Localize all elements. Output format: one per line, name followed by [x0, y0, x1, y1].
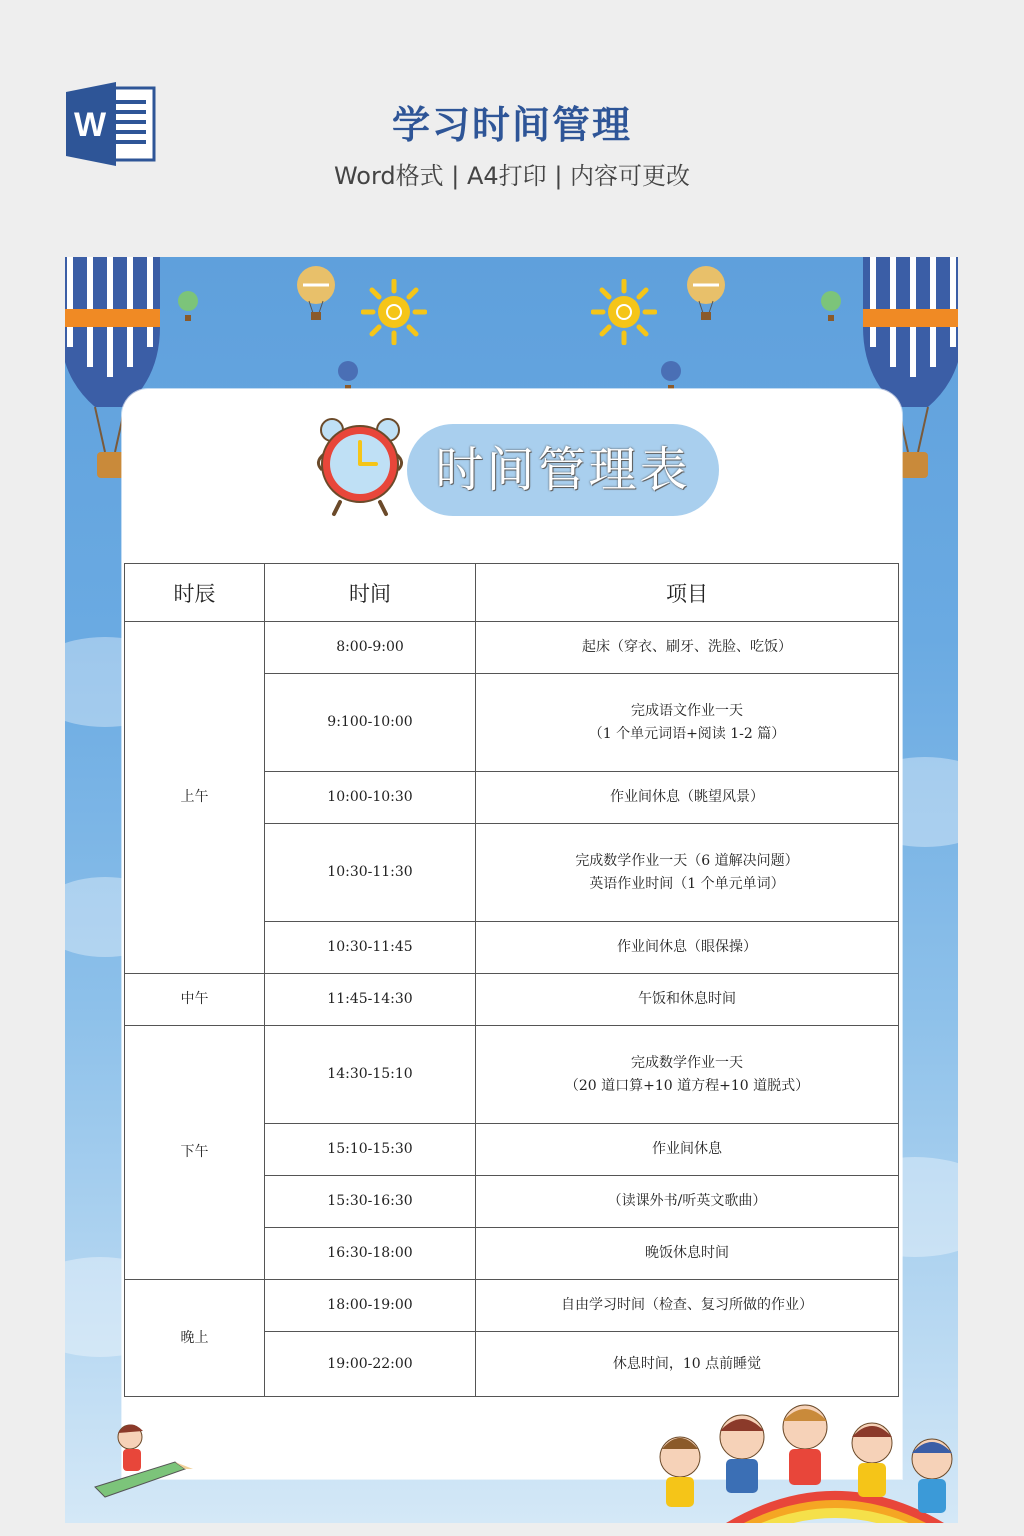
table-row	[125, 1026, 899, 1124]
item-cell	[476, 1280, 899, 1332]
document-title-block	[312, 414, 732, 524]
column-header: 时辰	[125, 564, 265, 622]
alarm-clock-icon	[312, 414, 408, 518]
small-balloon-icon	[820, 291, 842, 323]
time-cell: 9:100-10:00	[265, 674, 476, 772]
item-line: 作业间休息（眺望风景）	[610, 789, 764, 805]
girl-on-pencil-icon	[85, 1407, 195, 1507]
time-cell: 14:30-15:10	[265, 1026, 476, 1124]
item-cell	[476, 824, 899, 922]
sun-icon	[591, 279, 657, 345]
table-row	[125, 974, 899, 1026]
document-sheet	[65, 257, 958, 1523]
sun-icon	[361, 279, 427, 345]
column-header: 时间	[265, 564, 476, 622]
item-line: 午饭和休息时间	[638, 991, 736, 1007]
item-line: 作业间休息（眼保操）	[617, 939, 757, 955]
small-balloon-icon	[177, 291, 199, 323]
time-cell: 16:30-18:00	[265, 1228, 476, 1280]
small-balloon-icon	[295, 265, 337, 321]
item-cell	[476, 772, 899, 824]
item-line: 作业间休息	[652, 1141, 722, 1157]
item-line: （读课外书/听英文歌曲）	[607, 1193, 767, 1209]
item-cell	[476, 974, 899, 1026]
item-line: 自由学习时间（检查、复习所做的作业）	[561, 1297, 813, 1313]
time-cell: 18:00-19:00	[265, 1280, 476, 1332]
schedule-table	[124, 563, 899, 1397]
time-cell: 10:00-10:30	[265, 772, 476, 824]
item-cell	[476, 622, 899, 674]
period-label: 晚上	[125, 1280, 265, 1397]
period-label: 下午	[125, 1026, 265, 1280]
page-title: 学习时间管理	[391, 103, 632, 147]
small-balloon-icon	[685, 265, 727, 321]
item-cell	[476, 922, 899, 974]
period-label: 中午	[125, 974, 265, 1026]
table-header-row	[125, 564, 899, 622]
table-row	[125, 1280, 899, 1332]
item-line: （1 个单元词语+阅读 1-2 篇）	[588, 725, 786, 742]
item-cell	[476, 1026, 899, 1124]
table-row	[125, 622, 899, 674]
time-cell: 10:30-11:30	[265, 824, 476, 922]
item-cell	[476, 1176, 899, 1228]
time-cell: 8:00-9:00	[265, 622, 476, 674]
time-cell: 15:30-16:30	[265, 1176, 476, 1228]
item-cell	[476, 1228, 899, 1280]
document-title: 时间管理表	[435, 442, 691, 498]
time-cell: 19:00-22:00	[265, 1332, 476, 1397]
kids-group-icon	[650, 1397, 958, 1523]
item-cell	[476, 674, 899, 772]
period-label: 上午	[125, 622, 265, 974]
item-line: 完成语文作业一天	[631, 702, 743, 719]
item-line: 英语作业时间（1 个单元单词）	[589, 875, 785, 892]
item-line: 晚饭休息时间	[645, 1245, 729, 1261]
column-header: 项目	[476, 564, 899, 622]
time-cell: 15:10-15:30	[265, 1124, 476, 1176]
page-subtitle: Word格式 | A4打印 | 内容可更改	[333, 162, 691, 190]
item-line: （20 道口算+10 道方程+10 道脱式）	[564, 1077, 810, 1094]
item-line: 完成数学作业一天（6 道解决问题）	[575, 852, 799, 869]
item-line: 起床（穿衣、刷牙、洗脸、吃饭）	[582, 639, 792, 655]
item-line: 完成数学作业一天	[631, 1054, 743, 1071]
item-cell	[476, 1332, 899, 1397]
item-line: 休息时间，10 点前睡觉	[612, 1355, 762, 1372]
word-icon-letter: W	[73, 106, 107, 144]
time-cell: 10:30-11:45	[265, 922, 476, 974]
item-cell	[476, 1124, 899, 1176]
time-cell: 11:45-14:30	[265, 974, 476, 1026]
